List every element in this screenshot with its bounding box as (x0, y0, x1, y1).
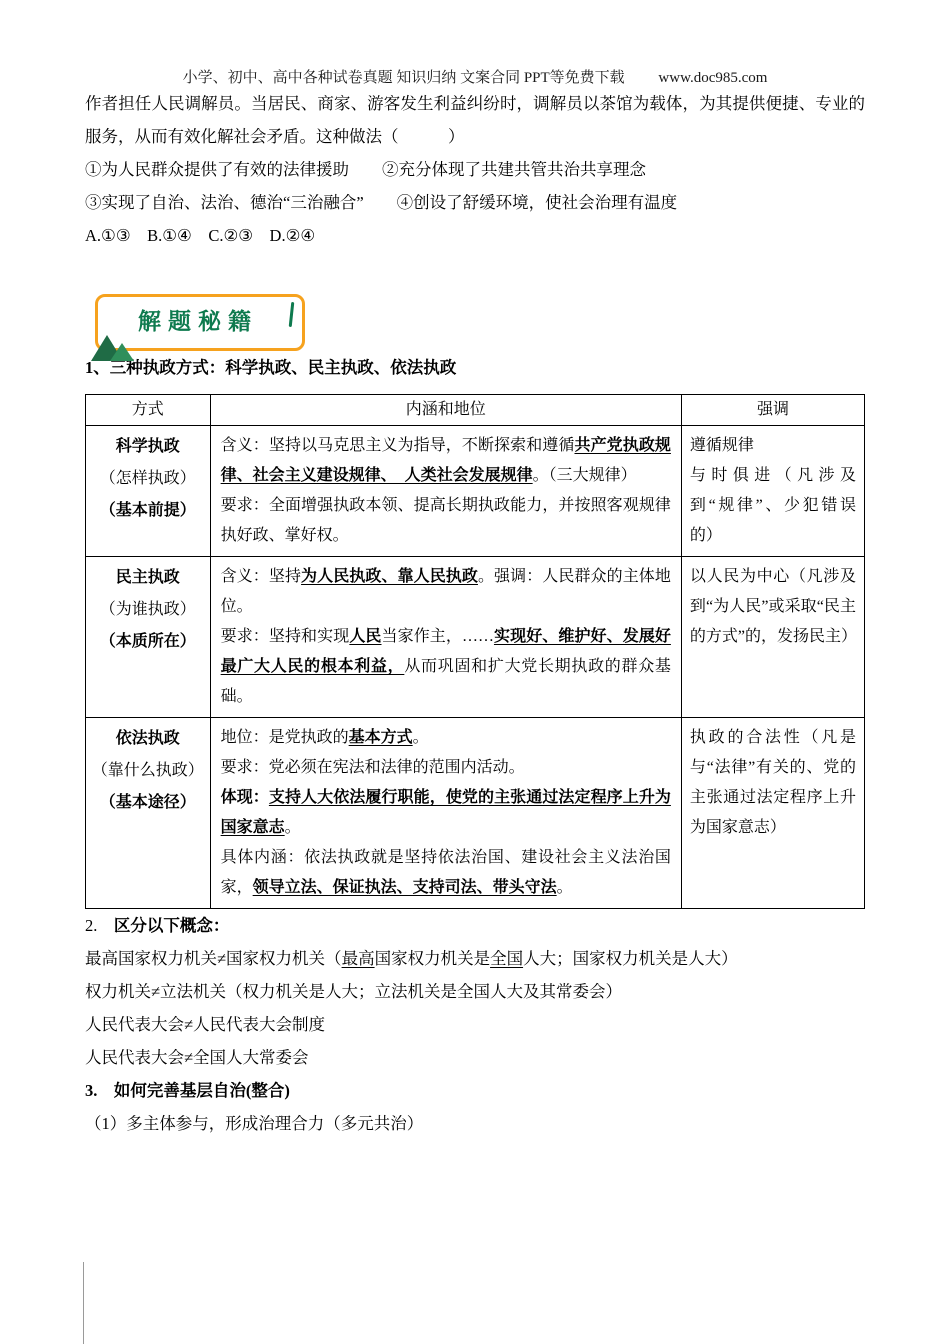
cell-method (86, 556, 211, 717)
concept-line-3: 人民代表大会≠人民代表大会制度 (85, 1014, 326, 1034)
cell-line: 科学执政 (115, 437, 180, 455)
cell-line: 民主执政 (115, 568, 180, 586)
cell-line: （基本途径） (99, 793, 196, 811)
cell-paragraph: 遵循规律 (689, 436, 754, 454)
cell-paragraph: 含义：坚持以马克思主义为指导，不断探索和遵循共产党执政规律、社会主义建设规律、 人类社会发展规律。（三大规律） (220, 436, 671, 484)
cell-paragraph: 要求：全面增强执政本领、提高长期执政能力，并按照客观规律执好政、掌好权。 (220, 496, 671, 544)
tips-banner-label: 解题秘籍 (138, 309, 258, 334)
doc-body (0, 87, 950, 1140)
tips-banner (95, 294, 305, 351)
cell-emphasis (681, 556, 864, 717)
cell-paragraph: 具体内涵：依法执政就是坚持依法治国、建设社会主义法治国家，领导立法、保证执法、支持司法、带头守法。 (220, 848, 671, 896)
section-3-heading: 3. 如何完善基层自治(整合) (85, 1080, 290, 1100)
table-header-row (86, 394, 865, 425)
question-answer-choices: A.①③ B.①④ C.②③ D.②④ (85, 226, 316, 245)
cell-emphasis (681, 425, 864, 556)
cell-method (86, 425, 211, 556)
cell-line: （为谁执政） (99, 600, 196, 618)
concept-line-4: 人民代表大会≠全国人大常委会 (85, 1047, 309, 1067)
cell-line: （基本前提） (99, 501, 196, 519)
cell-paragraph: 与时俱进（凡涉及到“规律”、少犯错误的） (689, 466, 856, 544)
question-stem: 作者担任人民调解员。当居民、商家、游客发生利益纠纷时，调解员以茶馆为载体，为其提供便捷、专业的服务，从而有效化解社会矛盾。这种做法（ ） (85, 94, 865, 146)
col-header-method: 方式 (86, 394, 211, 425)
doc-header (0, 0, 950, 87)
cell-line: （靠什么执政） (91, 761, 204, 779)
brush-stroke-icon (289, 302, 295, 327)
cell-paragraph: 地位：是党执政的基本方式。 (220, 728, 429, 746)
cell-paragraph: 体现：支持人大依法履行职能，使党的主张通过法定程序上升为国家意志。 (220, 788, 671, 836)
cell-method (86, 717, 211, 908)
cell-line: 依法执政 (115, 729, 180, 747)
cell-line: （怎样执政） (99, 469, 196, 487)
page-margin-line (83, 1262, 84, 1344)
cell-emphasis (681, 717, 864, 908)
cell-paragraph: 要求：党必须在宪法和法律的范围内活动。 (220, 758, 525, 776)
section-3-point-1: （1）多主体参与，形成治理合力（多元共治） (85, 1113, 424, 1133)
question-options-line-2: ③实现了自治、法治、德治“三治融合” ④创设了舒缓环境，使社会治理有温度 (85, 193, 678, 212)
table-row-scientific (86, 425, 865, 556)
concept-line-1: 最高国家权力机关≠国家权力机关（最高国家权力机关是全国人大；国家权力机关是人大） (85, 948, 738, 968)
table-row-democratic (86, 556, 865, 717)
mountain-icon (91, 335, 134, 361)
governance-methods-table (85, 394, 865, 909)
table-row-lawbased (86, 717, 865, 908)
cell-paragraph: 含义：坚持为人民执政、靠人民执政。强调：人民群众的主体地位。 (220, 567, 671, 615)
cell-content (210, 425, 681, 556)
cell-paragraph: 要求：坚持和实现人民当家作主，……实现好、维护好、发展好最广大人民的根本利益，从而巩固和扩大党长期执政的群众基础。 (220, 627, 671, 705)
question-options-line-1: ①为人民群众提供了有效的法律援助 ②充分体现了共建共管共治共享理念 (85, 160, 646, 179)
cell-content (210, 556, 681, 717)
cell-paragraph: 以人民为中心（凡涉及到“为人民”或采取“民主的方式”的，发扬民主） (689, 567, 858, 645)
header-promo-text: 小学、初中、高中各种试卷真题 知识归纳 文案合同 PPT等免费下载 (182, 70, 625, 86)
col-header-emphasis: 强调 (681, 394, 864, 425)
section-1-heading: 1、三种执政方式：科学执政、民主执政、依法执政 (85, 357, 457, 377)
cell-content (210, 717, 681, 908)
cell-paragraph: 执政的合法性（凡是与“法律”有关的、党的主张通过法定程序上升为国家意志） (689, 728, 856, 836)
section-2-heading: 2. 区分以下概念： (85, 915, 230, 935)
mountain-peak-small-icon (110, 343, 134, 361)
concept-line-2: 权力机关≠立法机关（权力机关是人大；立法机关是全国人大及其常委会） (85, 981, 623, 1001)
col-header-content: 内涵和地位 (210, 394, 681, 425)
header-site-link[interactable]: www.doc985.com (658, 70, 768, 86)
cell-line: （本质所在） (99, 632, 196, 650)
